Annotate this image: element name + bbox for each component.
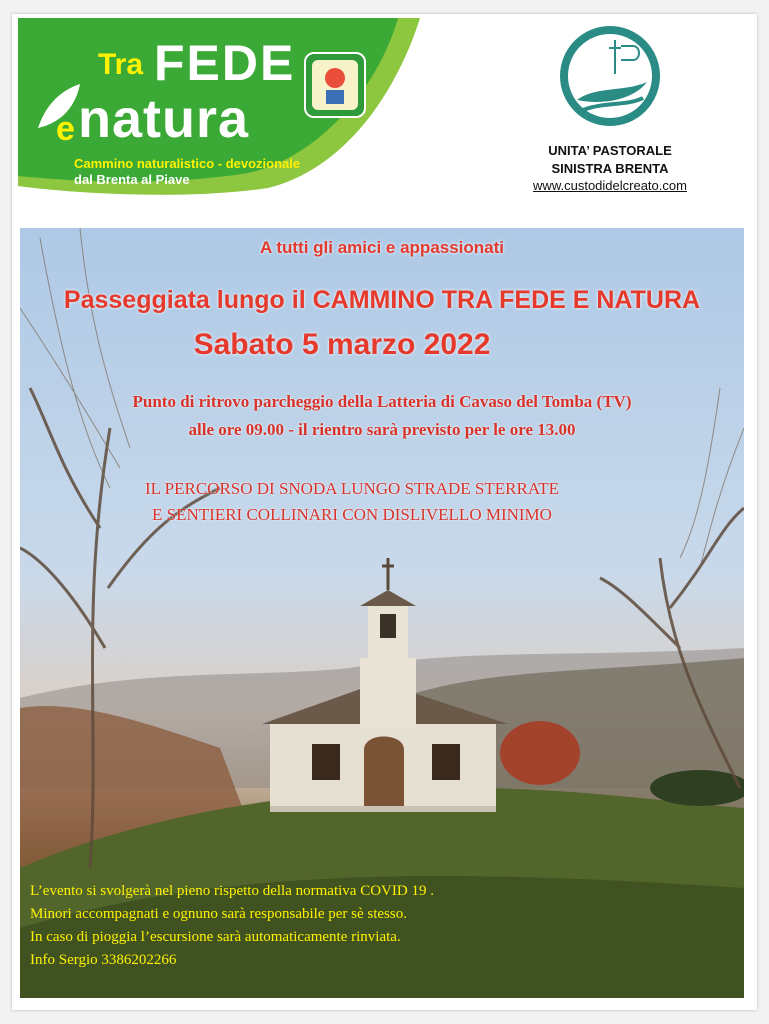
pilgrim-badge-icon [304,52,366,118]
logo-word-e: e [56,110,75,148]
logo-word-fede: FEDE [154,35,296,91]
event-notes [30,880,590,972]
route-line-2: E SENTIERI COLLINARI CON DISLIVELLO MINIMO [152,505,552,524]
event-date: Sabato 5 marzo 2022 [193,328,491,361]
meeting-line-2: alle ore 09.00 - il rientro sarà previsto per le ore 13.00 [188,420,576,439]
note-contact: Info Sergio 3386202266 [30,952,177,968]
pastoral-emblem-icon [555,26,665,136]
route-line-1: IL PERCORSO DI SNODA LUNGO STRADE STERRATE [144,479,559,498]
org-name-line-2: SINISTRA BRENTA [551,161,669,176]
logo-word-natura: natura [78,89,250,149]
route-info [20,476,714,528]
note-minors: Minori accompagnati e ognuno sarà responsabile per sè stesso. [30,906,407,922]
logo-tagline-2: dal Brenta al Piave [74,172,190,187]
tra-fede-e-natura-logo [18,18,420,196]
event-headline: Passeggiata lungo il CAMMINO TRA FEDE E NATURA [63,286,701,314]
greeting-text: A tutti gli amici e appassionati [259,238,505,257]
chapel-photo-panel [20,228,744,998]
meeting-line-1: Punto di ritrovo parcheggio della Latteria di Cavaso del Tomba (TV) [132,392,632,411]
note-rain: In caso di pioggia l’escursione sarà automaticamente rinviata. [30,929,401,945]
note-covid: L’evento si svolgerà nel pieno rispetto della normativa COVID 19 . [30,883,434,899]
meeting-info [20,388,744,444]
unita-pastorale-logo [500,26,720,206]
logo-tagline-1: Cammino naturalistico - devozionale [74,156,301,171]
website-link[interactable]: www.custodidelcreato.com [533,178,687,193]
org-name-line-1: UNITA’ PASTORALE [548,143,672,158]
logo-word-tra: Tra [98,48,144,81]
